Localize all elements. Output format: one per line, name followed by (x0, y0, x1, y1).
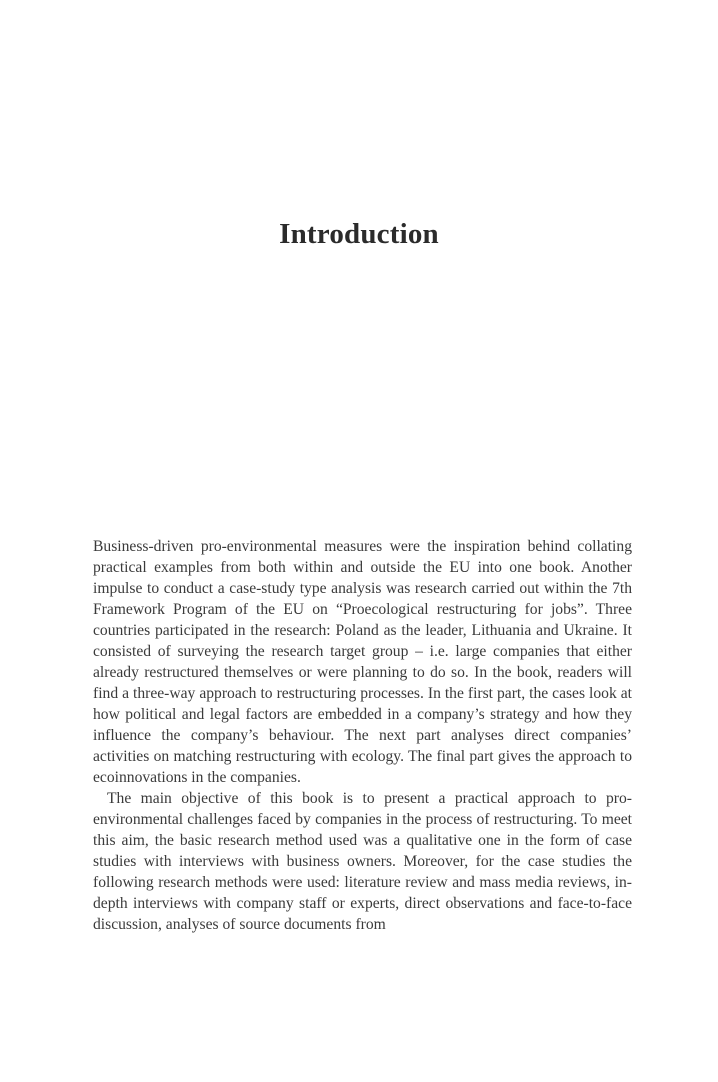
chapter-body (93, 536, 632, 935)
paragraph-2: The main objective of this book is to present a practical approach to proenvironmental challenges faced by companies in the process of restructuring. To meet this aim, the basic research method used was a qualitative one in the form of case studies with interviews with business owners. Moreover, for the case studies the following research methods were used: literature review and mass media reviews, in-depth interviews with company staff or experts, direct observations and face-to-face discussion, analyses of source documents from (93, 790, 632, 933)
paragraph-1: Business-driven pro-environmental measures were the inspiration behind collating practical examples from both within and outside the EU into one book. Another impulse to conduct a case-study type analysis was research carried out within the 7th Framework Program of the EU on “Proecological restructuring for jobs”. Three countries participated in the research: Poland as the leader, Lithuania and Ukraine. It consisted of surveying the research target group – i.e. large companies that either already restructured themselves or were planning to do so. In the book, readers will find a three-way approach to restructuring processes. In the first part, the cases look at how political and legal factors are embedded in a company’s strategy and how they influence the company’s behaviour. The next part analyses direct companies’ activities on matching restructuring with ecology. The final part gives the approach to ecoinnovations in the companies. (93, 538, 632, 786)
chapter-title: Introduction (279, 218, 439, 250)
